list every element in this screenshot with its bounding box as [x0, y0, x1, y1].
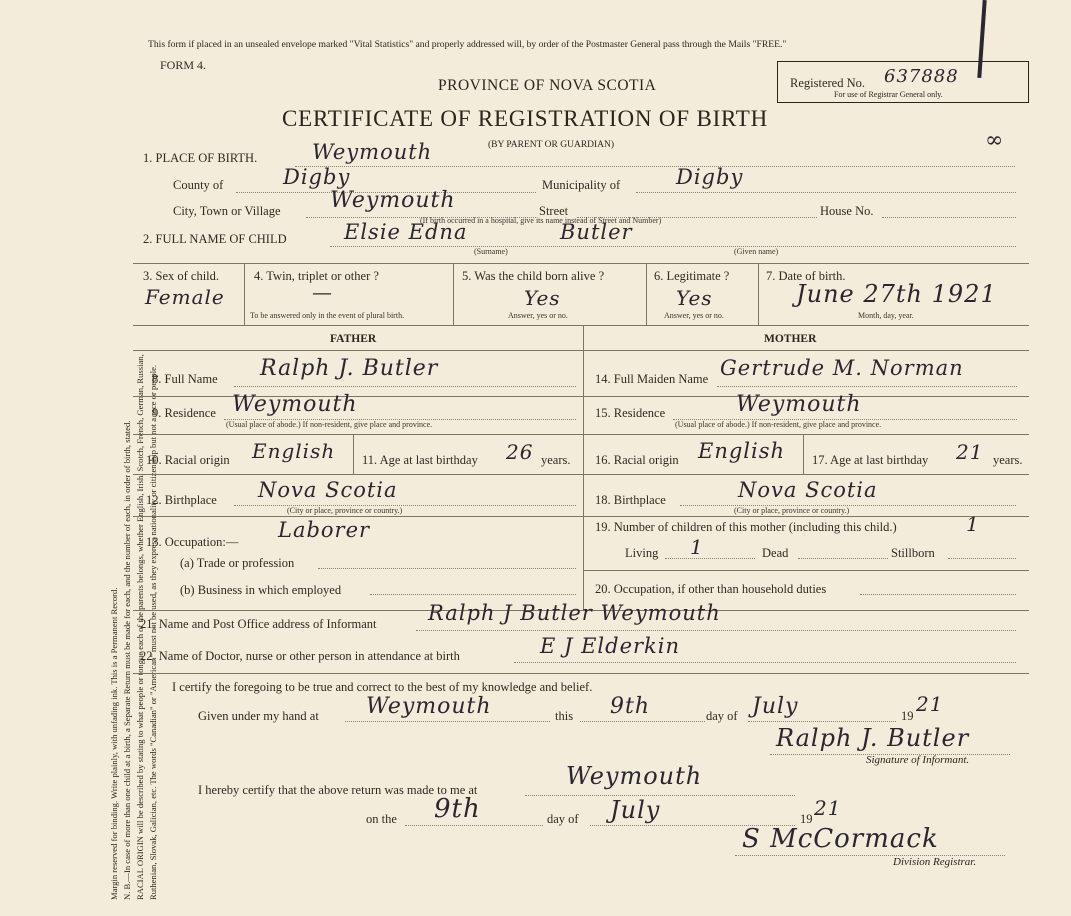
- surname-note: (Surname): [474, 247, 508, 256]
- county-value: Digby: [283, 165, 351, 189]
- stillborn-label: Stillborn: [891, 546, 935, 560]
- legitimate-note: Answer, yes or no.: [664, 311, 724, 320]
- father-occupation-label: 13. Occupation:—: [146, 535, 239, 549]
- margin-line-4: Ruthenian, Slovak, Galician, etc. The words "Canadian" or "American" must not be used, as they express nationality or citizenship but not a race or people.: [148, 364, 158, 900]
- mother-children-value: 1: [966, 512, 980, 536]
- registrar-signature: S McCormack: [742, 824, 939, 854]
- mother-maiden-label: 14. Full Maiden Name: [595, 372, 709, 386]
- mother-heading: MOTHER: [764, 333, 817, 345]
- registrar-year-value: 21: [814, 796, 842, 820]
- given-name-note: (Given name): [734, 247, 779, 256]
- father-racial-value: English: [252, 439, 336, 463]
- mother-racial-value: English: [698, 439, 786, 463]
- father-residence-label: 9. Residence: [152, 406, 216, 420]
- father-residence-value: Weymouth: [232, 392, 358, 417]
- mother-years-label: years.: [993, 453, 1023, 467]
- father-age-label: 11. Age at last birthday: [362, 453, 478, 467]
- registration-box: [777, 61, 1029, 103]
- mother-abode-note: (Usual place of abode.) If non-resident, give place and province.: [675, 420, 882, 429]
- mother-age-label: 17. Age at last birthday: [812, 453, 929, 467]
- hereby-certify-label: I hereby certify that the above return was made to me at: [198, 783, 478, 797]
- child-surname-value: Elsie Edna: [344, 220, 468, 244]
- street-label: Street: [539, 204, 569, 218]
- registrar-month-value: July: [610, 796, 661, 824]
- place-of-birth-label: 1. PLACE OF BIRTH.: [143, 151, 258, 165]
- father-age-value: 26: [506, 440, 534, 464]
- margin-line-2: N. B.—In case of more than one child at a birth, a Separate Return must be made for each, and the number of each, in order of birth, stated.: [122, 420, 132, 900]
- municipality-value: Digby: [676, 165, 744, 189]
- father-name-value: Ralph J. Butler: [260, 356, 439, 381]
- given-year-prefix: 19: [901, 709, 914, 723]
- mother-children-label: 19. Number of children of this mother (including this child.): [595, 520, 897, 534]
- date-note: Month, day, year.: [858, 311, 914, 320]
- father-abode-note: (Usual place of abode.) If non-resident, give place and province.: [226, 420, 433, 429]
- this-label: this: [555, 709, 574, 723]
- mother-birthplace-note: (City or place, province or country.): [734, 506, 850, 515]
- certificate-title: CERTIFICATE OF REGISTRATION OF BIRTH: [282, 106, 769, 131]
- sex-value: Female: [145, 285, 225, 309]
- registered-number: 637888: [884, 66, 959, 87]
- certify-statement: I certify the foregoing to be true and correct to the best of my knowledge and belief.: [172, 680, 593, 694]
- living-label: Living: [625, 546, 659, 560]
- father-birthplace-note: (City or place, province or country.): [287, 506, 403, 515]
- mother-residence-label: 15. Residence: [595, 406, 666, 420]
- margin-line-3: RACIAL ORIGIN will be described by stating to what people or tongue each of the parents belongs, whether English, Irish, Scotch, French, German, Russian,: [135, 354, 145, 900]
- division-registrar-caption: Division Registrar.: [893, 856, 977, 868]
- born-alive-value: Yes: [524, 286, 561, 310]
- father-occupation-value: Laborer: [278, 518, 371, 542]
- father-name-label: 8. Full Name: [152, 372, 218, 386]
- twin-note: To be answered only in the event of plural birth.: [250, 311, 405, 320]
- mother-occupation-label: 20. Occupation, if other than household duties: [595, 582, 827, 596]
- certificate-subtitle: (BY PARENT OR GUARDIAN): [488, 140, 615, 150]
- mother-birthplace-label: 18. Birthplace: [595, 493, 666, 507]
- given-place-value: Weymouth: [366, 694, 492, 719]
- place-of-birth-value: Weymouth: [312, 140, 433, 164]
- date-of-birth-label: 7. Date of birth.: [766, 269, 846, 283]
- corner-ink-mark: ∞: [985, 128, 1004, 153]
- registrar-year-prefix: 19: [800, 812, 813, 826]
- twin-value: —: [312, 280, 333, 304]
- city-value: Weymouth: [330, 188, 456, 213]
- informant-signature-caption: Signature of Informant.: [866, 754, 970, 766]
- trade-label: (a) Trade or profession: [180, 556, 295, 570]
- child-given-value: Butler: [560, 220, 633, 244]
- registrar-day-of-label: day of: [547, 812, 579, 826]
- date-of-birth-value: June 27th 1921: [796, 280, 997, 308]
- form-number: FORM 4.: [160, 58, 207, 72]
- father-birthplace-value: Nova Scotia: [258, 478, 398, 502]
- registered-label: Registered No.: [790, 76, 865, 90]
- twin-label: 4. Twin, triplet or other ?: [254, 269, 379, 283]
- father-racial-label: 10. Racial origin: [146, 453, 230, 467]
- margin-line-1: Margin reserved for binding. Write plainly, with unfading ink. This is a Permanent Record.: [109, 587, 119, 900]
- day-of-label: day of: [706, 709, 738, 723]
- business-label: (b) Business in which employed: [180, 583, 342, 597]
- mother-racial-label: 16. Racial origin: [595, 453, 679, 467]
- mother-maiden-value: Gertrude M. Norman: [720, 356, 964, 380]
- registrar-note: For use of Registrar General only.: [834, 90, 943, 99]
- given-day-value: 9th: [610, 694, 651, 719]
- child-name-label: 2. FULL NAME OF CHILD: [143, 232, 287, 246]
- informant-label: 21. Name and Post Office address of Informant: [140, 617, 377, 631]
- sex-label: 3. Sex of child.: [143, 269, 220, 283]
- city-label: City, Town or Village: [173, 204, 281, 218]
- given-year-value: 21: [916, 692, 944, 716]
- born-alive-label: 5. Was the child born alive ?: [462, 269, 605, 283]
- doctor-label: 22. Name of Doctor, nurse or other person in attendance at birth: [140, 649, 460, 663]
- hospital-note: (If birth occurred in a hospital, give its name instead of Street and Number): [420, 216, 662, 225]
- dead-label: Dead: [762, 546, 789, 560]
- living-value: 1: [690, 535, 704, 559]
- informant-signature: Ralph J. Butler: [776, 724, 970, 752]
- registrar-day-value: 9th: [434, 794, 481, 824]
- born-alive-note: Answer, yes or no.: [508, 311, 568, 320]
- doctor-value: E J Elderkin: [540, 634, 681, 658]
- postal-notice: This form if placed in an unsealed envelope marked "Vital Statistics" and properly addressed will, by order of the Postmaster General pass through the Mails "FREE.": [148, 39, 787, 50]
- mother-age-value: 21: [956, 440, 984, 464]
- registrar-place-value: Weymouth: [566, 762, 703, 790]
- house-number-label: House No.: [820, 204, 874, 218]
- mother-birthplace-value: Nova Scotia: [738, 478, 878, 502]
- legitimate-value: Yes: [676, 286, 713, 310]
- mother-residence-value: Weymouth: [736, 392, 862, 417]
- municipality-label: Municipality of: [542, 178, 621, 192]
- province-heading: PROVINCE OF NOVA SCOTIA: [438, 77, 657, 94]
- given-month-value: July: [752, 694, 799, 719]
- legitimate-label: 6. Legitimate ?: [654, 269, 730, 283]
- county-label: County of: [173, 178, 224, 192]
- father-heading: FATHER: [330, 333, 377, 345]
- father-birthplace-label: 12. Birthplace: [146, 493, 217, 507]
- on-the-label: on the: [366, 812, 397, 826]
- father-years-label: years.: [541, 453, 571, 467]
- given-under-label: Given under my hand at: [198, 709, 319, 723]
- informant-value: Ralph J Butler Weymouth: [428, 601, 721, 625]
